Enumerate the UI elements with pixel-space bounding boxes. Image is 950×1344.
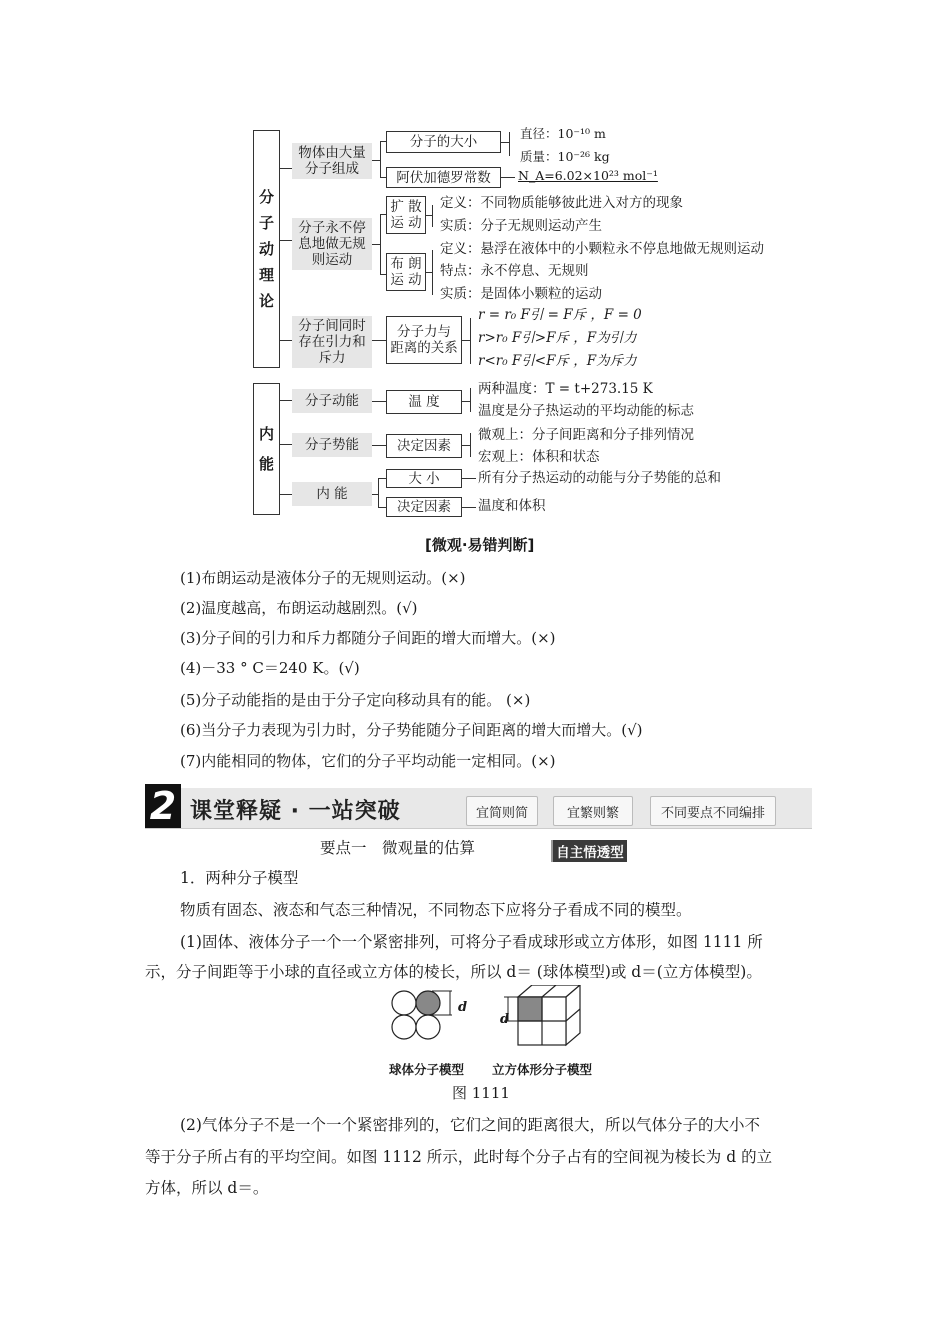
micro-factors: 微观上：分子间距离和分子排列情况 xyxy=(478,427,694,443)
mass-text: 质量：10⁻²⁶ kg xyxy=(520,149,610,164)
mm-title-internal: 内能 xyxy=(253,383,280,515)
tag-simple: 宜简则简 xyxy=(466,796,538,826)
box-molecule-size: 分子的大小 xyxy=(386,131,501,153)
judgement-item: (5)分子动能指的是由于分子定向移动具有的能。 (×) xyxy=(180,691,531,709)
branch-potential: 分子势能 xyxy=(292,433,372,457)
judge-heading: [微观·易错判断] xyxy=(425,536,535,554)
branch-molecules-composition: 物体由大量 分子组成 xyxy=(292,143,372,179)
section-title: 课堂释疑 · 一站突破 xyxy=(190,799,401,824)
branch-random-motion: 分子永不停 息地做无规 则运动 xyxy=(292,218,372,270)
mm-title-molecular: 分子动理论 xyxy=(253,130,280,368)
paragraph: 示，分子间距等于小球的直径或立方体的棱长，所以 d＝ (球体模型)或 d＝(立方体模型)。 xyxy=(145,963,762,981)
box-brownian: 布 朗 运 动 xyxy=(386,253,426,291)
heading-two-models: 1．两种分子模型 xyxy=(180,869,299,887)
temperature-volume: 温度和体积 xyxy=(478,498,546,514)
section-number-icon: 2 xyxy=(145,784,181,828)
box-force-distance: 分子力与 距离的关系 xyxy=(386,316,462,364)
box-magnitude: 大 小 xyxy=(386,469,462,488)
fig-label-cube: 立方体形分子模型 xyxy=(492,1062,593,1077)
diameter-text: 直径：10⁻¹⁰ m xyxy=(520,126,606,141)
box-internal-factors: 决定因素 xyxy=(386,497,462,517)
tag-complex: 宜繁则繁 xyxy=(553,796,633,826)
box-temperature: 温 度 xyxy=(386,390,462,414)
branch-internal: 内 能 xyxy=(292,482,372,506)
macro-factors: 宏观上：体积和状态 xyxy=(478,449,600,465)
diffusion-essence: 实质：分子无规则运动产生 xyxy=(440,218,602,234)
paragraph: (1)固体、液体分子一个一个紧密排列，可将分子看成球形或立方体形，如图 1111 所 xyxy=(180,933,763,951)
judgement-item: (6)当分子力表现为引力时，分子势能随分子间距离的增大而增大。(√) xyxy=(180,721,643,739)
paragraph: 等于分子所占有的平均空间。如图 1112 所示，此时每个分子占有的空间视为棱长为 d 的立 xyxy=(145,1148,773,1166)
brownian-definition: 定义：悬浮在液体中的小颗粒永不停息地做无规则运动 xyxy=(440,241,764,257)
point-badge: 自主悟透型 xyxy=(551,840,627,862)
judgement-item: (3)分子间的引力和斥力都随分子间距的增大而增大。(×) xyxy=(180,629,556,647)
judgement-item: (1)布朗运动是液体分子的无规则运动。(×) xyxy=(180,569,466,587)
branch-forces: 分子间同时 存在引力和 斥力 xyxy=(292,316,372,368)
arrow-line xyxy=(280,168,292,169)
internal-energy-sum: 所有分子热运动的动能与分子势能的总和 xyxy=(478,470,721,486)
brownian-essence: 实质：是固体小颗粒的运动 xyxy=(440,286,602,302)
box-avogadro: 阿伏加德罗常数 xyxy=(386,167,501,188)
fig-label-sphere: 球体分子模型 xyxy=(389,1062,465,1077)
figure-caption: 图 1111 xyxy=(452,1084,510,1102)
judgement-item: (7)内能相同的物体，它们的分子平均动能一定相同。(×) xyxy=(180,752,556,770)
fig-d-label-cube: d xyxy=(500,1012,510,1027)
r-equal-r0: r = r₀ F引 = F斥 ，F = 0 xyxy=(478,307,642,323)
diffusion-definition: 定义：不同物质能够彼此进入对方的现象 xyxy=(440,195,683,211)
paragraph: 方体，所以 d＝。 xyxy=(145,1179,269,1197)
paragraph: (2)气体分子不是一个一个紧密排列的，它们之间的距离很大，所以气体分子的大小不 xyxy=(180,1116,760,1134)
tag-different: 不同要点不同编排 xyxy=(650,796,776,826)
box-diffusion: 扩 散 运 动 xyxy=(386,196,426,234)
box-potential-factors: 决定因素 xyxy=(386,434,462,458)
judgement-item: (2)温度越高，布朗运动越剧烈。(√) xyxy=(180,599,418,617)
paragraph: 物质有固态、液态和气态三种情况，不同物态下应将分子看成不同的模型。 xyxy=(180,901,692,919)
cube-model xyxy=(518,985,580,1045)
r-greater-r0: r>r₀ F引>F斥 ，F为引力 xyxy=(478,330,637,346)
brownian-feature: 特点：永不停息、无规则 xyxy=(440,263,589,279)
avogadro-value: N_A=6.02×10²³ mol⁻¹ xyxy=(518,168,658,183)
r-less-r0: r<r₀ F引<F斥 ，F为斥力 xyxy=(478,353,637,369)
point-title: 要点一 微观量的估算 xyxy=(320,839,476,857)
temperature-indicator: 温度是分子热运动的平均动能的标志 xyxy=(478,403,694,419)
branch-kinetic: 分子动能 xyxy=(292,389,372,413)
two-temperatures: 两种温度：T = t+273.15 K xyxy=(478,381,653,397)
judgement-item: (4)－33 ° C＝240 K。(√) xyxy=(180,659,360,677)
fig-d-label-sphere: d xyxy=(458,1000,468,1015)
